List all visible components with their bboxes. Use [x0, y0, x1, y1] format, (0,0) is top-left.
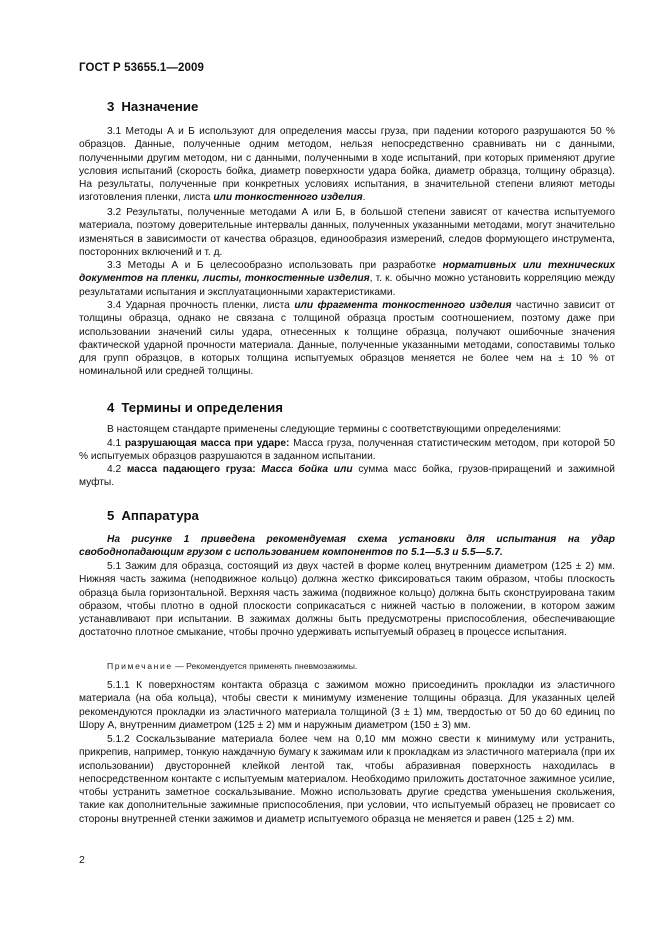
section-number: 5 — [107, 508, 115, 523]
note-label: Примечание — [107, 661, 173, 671]
section-4-heading — [107, 400, 283, 415]
section-number: 3 — [107, 99, 115, 114]
term-name: масса падающего груза: — [126, 464, 256, 475]
term-4-1: 4.1 разрушающая масса при ударе: Масса груза, полученная статистическим методом, при которой 50 % испытуемых образцов разрушаются в заданном испытании. — [79, 438, 615, 463]
section-5-heading — [107, 508, 199, 523]
section-number: 4 — [107, 400, 115, 415]
section-4-intro: В настоящем стандарте применены следующие термины с соответствующими определениями: — [107, 424, 562, 435]
section-title: Термины и определения — [121, 400, 283, 415]
paragraph-3-3: 3.3 Методы А и Б целесообразно использовать при разработке нормативных или технических документов на пленки, листы, тонкостенные изделия, т. к. обычно можно установить корреляцию между результатами испытания и эксплуатационными характеристиками. — [79, 260, 615, 298]
paragraph-3-4: 3.4 Ударная прочность пленки, листа или фрагмента тонкостенного изделия частично зависит от толщины образца, однако не связана с толщиной образца простым соотношением, поэтому даже при использовании значений силы удара, отнесенных к толщине образца, получают ошибочные значения фактической ударной прочности материала. Данные, полученные указанными методами, сопоставимы только для групп образцов, в которых толщина испытуемых образцов меняется не более чем на ± 10 % от номинальной или средней толщины. — [79, 300, 615, 378]
section-3-heading — [107, 99, 198, 114]
term-4-2: 4.2 масса падающего груза: Масса бойка или сумма масс бойка, грузов-приращений и зажимной муфты. — [79, 464, 615, 489]
section-5-intro: На рисунке 1 приведена рекомендуемая схема установки для испытания на удар свободнопадающим грузом с использованием компонентов по 5.1—5.3 и 5.5—5.7. — [79, 534, 615, 559]
page-number: 2 — [79, 854, 85, 866]
note — [107, 660, 615, 672]
term-name: разрушающая масса при ударе: — [124, 438, 290, 449]
paragraph-5-1: 5.1 Зажим для образца, состоящий из двух частей в форме колец внутренним диаметром (125 ± 2) мм. Нижняя часть зажима (неподвижное кольцо) должна жестко фиксироваться таким образом, чтобы плоскость образца была горизонтальной. Верхняя часть зажима (подвижное кольцо) должна быть сконструирована таким образом, чтобы плотно в одной плоскости соприкасаться с нижней частью в положении, в котором зажим устанавливают при испытании. В зажимах должны быть предусмотрены приспособления, обеспечивающие достаточно плотное смыкание, чтобы прочно удерживать испытуемый образец в процессе испытания. — [79, 561, 615, 639]
paragraph-5-1-1: 5.1.1 К поверхностям контакта образца с зажимом можно присоединить прокладки из эластичного материала (на оба кольца), чтобы свести к минимуму изменение толщины образца. Для указанных целей рекомендуются прокладки из эластичного материала толщиной (3 ± 1) мм, твердостью от 50 до 60 единиц по Шору А, внутренним диаметром (125 ± 2) мм и наружным диаметром (150 ± 3) мм. — [79, 680, 615, 731]
paragraph-5-1-2: 5.1.2 Соскальзывание материала более чем на 0,10 мм можно свести к минимуму или устранить, прикрепив, например, тонкую наждачную бумагу к зажимам или к прокладкам из эластичного материала (при их использовании) двусторонней клейкой лентой так, чтобы абразивная поверхность находилась в непосредственном контакте с испытуемым материалом. Необходимо приложить достаточное зажимное усилие, чтобы устранить заметное соскальзывание. Можно использовать другие средства уменьшения скольжения, такие как дополнительные зажимные приспособления, при условии, что испытуемый образец не провисает со стороны внутренней стенки зажимов и диаметр испытуемого образца не меняется и равен (125 ± 2) мм. — [79, 734, 615, 825]
paragraph-3-1: 3.1 Методы А и Б используют для определения массы груза, при падении которого разрушаются 50 % образцов. Данные, полученные одним методом, нельзя непосредственно сравнивать ни с данными, полученными другим методом, ни с данными, полученными в ходе испытаний, при которых применяют другие условия испытаний (скорость бойка, диаметр поверхности удара бойка, диаметр образца, толщину образца). На результаты, полученные при конкретных условиях испытания, в значительной степени влияют методы изготовления пленки, листа или тонкостенного изделия. — [79, 126, 615, 204]
document-code-header: ГОСТ Р 53655.1—2009 — [79, 62, 204, 74]
section-title: Назначение — [121, 99, 199, 114]
section-title: Аппаратура — [121, 508, 199, 523]
note-text: — Рекомендуется применять пневмозажимы. — [172, 661, 358, 671]
paragraph-3-2: 3.2 Результаты, полученные методами А или Б, в большой степени зависят от качества испытуемого материала, поэтому доверительные интервалы данных, полученных указанными методами, могут значительно изменяться в зависимости от качества образцов, единообразия измерений, следов формующего инструмента, посторонних включений и т. д. — [79, 207, 615, 258]
